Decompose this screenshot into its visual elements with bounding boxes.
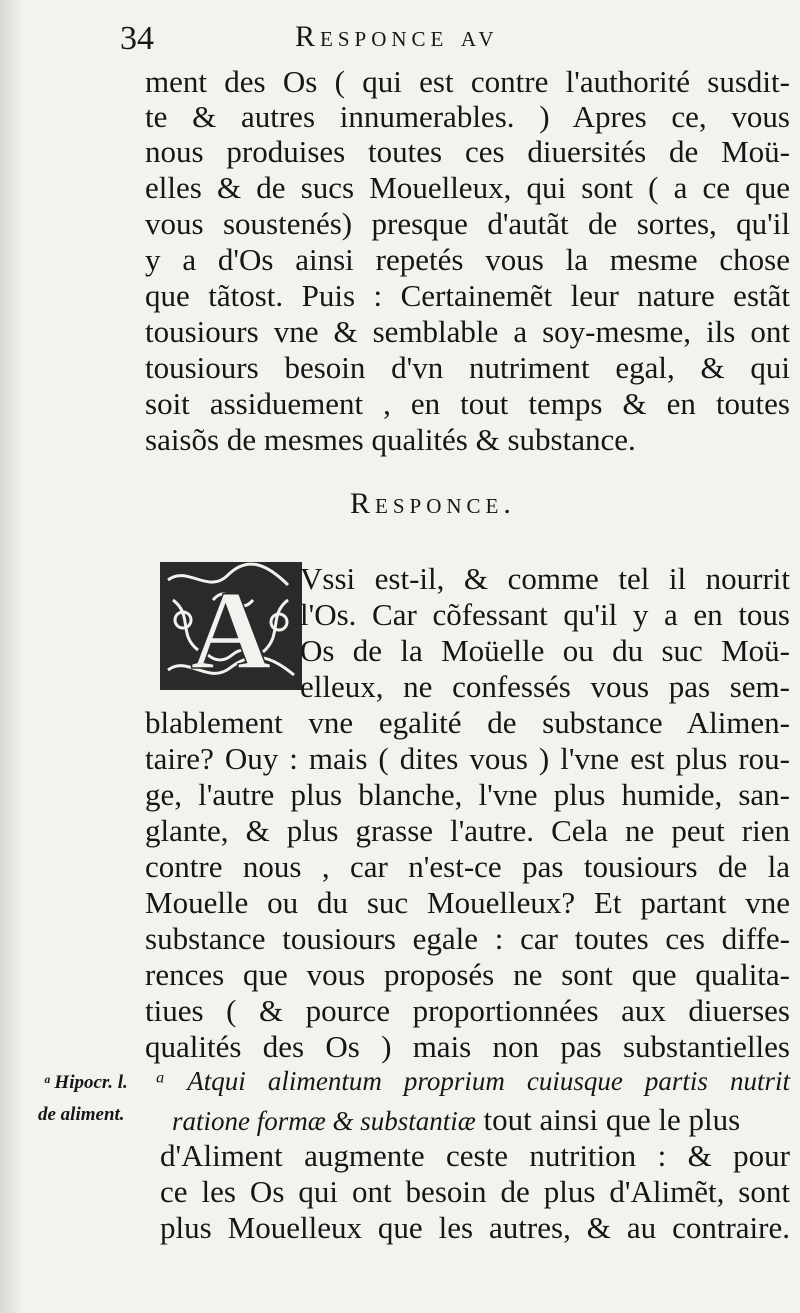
text-line: contre nous , car n'est-ce pas tousiours de la [145,849,790,884]
page-header [120,14,600,58]
text-line: soit assiduement , en tout temps & en toutes [145,386,790,421]
svg-text:A: A [190,569,272,692]
text-line: ge, l'autre plus blanche, l'vne plus humide, san- [145,777,790,812]
text-line: rences que vous proposés ne sont que qualita- [145,957,790,992]
text-line: te & autres innumerables. ) Apres ce, vous [145,99,790,134]
margin-note: de aliment. [38,1104,125,1125]
text-line: taire? Ouy : mais ( dites vous ) l'vne est plus rou- [145,741,790,776]
page-gutter-shadow [0,0,24,1313]
text-line: vous soustenés) presque d'autãt de sortes, qu'il [145,206,790,241]
text-line: elles & de sucs Mouelleux, qui sont ( a ce que [145,170,790,205]
text-line: qualités des Os ) mais non pas substantielles [145,1029,790,1064]
text-line: Vssi est-il, & comme tel il nourrit [300,561,790,596]
text-line: ce les Os qui ont besoin de plus d'Alimẽt, sont [160,1174,790,1209]
text-line [172,1104,790,1135]
text-line: substance tousiours egale : car toutes ces diffe- [145,921,790,956]
text-line: glante, & plus grasse l'autre. Cela ne peut rien [145,813,790,848]
section-heading: Responce. [350,487,516,520]
text-line: y a d'Os ainsi repetés vous la mesme chose [145,242,790,277]
text-line: tousiours besoin d'vn nutriment egal, & qui [145,350,790,385]
text-line: que tãtost. Puis : Certainemẽt leur nature estãt [145,278,790,313]
page-number: 34 [120,20,154,57]
text-line: saisõs de mesmes qualités & substance. [145,422,636,457]
margin-note: ᵃ Hipocr. l. [44,1072,128,1093]
text-line: Mouelle ou du suc Mouelleux? Et partant vne [145,885,790,920]
text-line: Os de la Moüelle ou du suc Moü- [300,633,790,668]
text-line: tiues ( & pource proportionnées aux diuerses [145,993,790,1028]
text-line: l'Os. Car cõfessant qu'il y a en tous [300,597,790,632]
running-head: Responce av [295,20,499,53]
text-line: nous produises toutes ces diuersités de Moü- [145,134,790,169]
ornamental-drop-cap [158,560,304,692]
ornament-foliage-icon [158,560,304,692]
latin-quotation: ratione formæ & substantiæ [172,1106,476,1136]
text-line: plus Mouelleux que les autres, & au contraire. [160,1210,790,1245]
latin-quotation: ᵃ Atqui alimentum proprium cuiusque partis nutrit [155,1066,790,1096]
text-line: d'Aliment augmente ceste nutrition : & pour [160,1138,790,1173]
text-line: tousiours vne & semblable a soy-mesme, ils ont [145,314,790,349]
text-span: tout ainsi que le plus [475,1102,741,1137]
text-line: blablement vne egalité de substance Alimen- [145,705,790,740]
text-line: ment des Os ( qui est contre l'authorité susdit- [145,64,790,99]
text-line: elleux, ne confessés vous pas sem- [300,669,790,704]
